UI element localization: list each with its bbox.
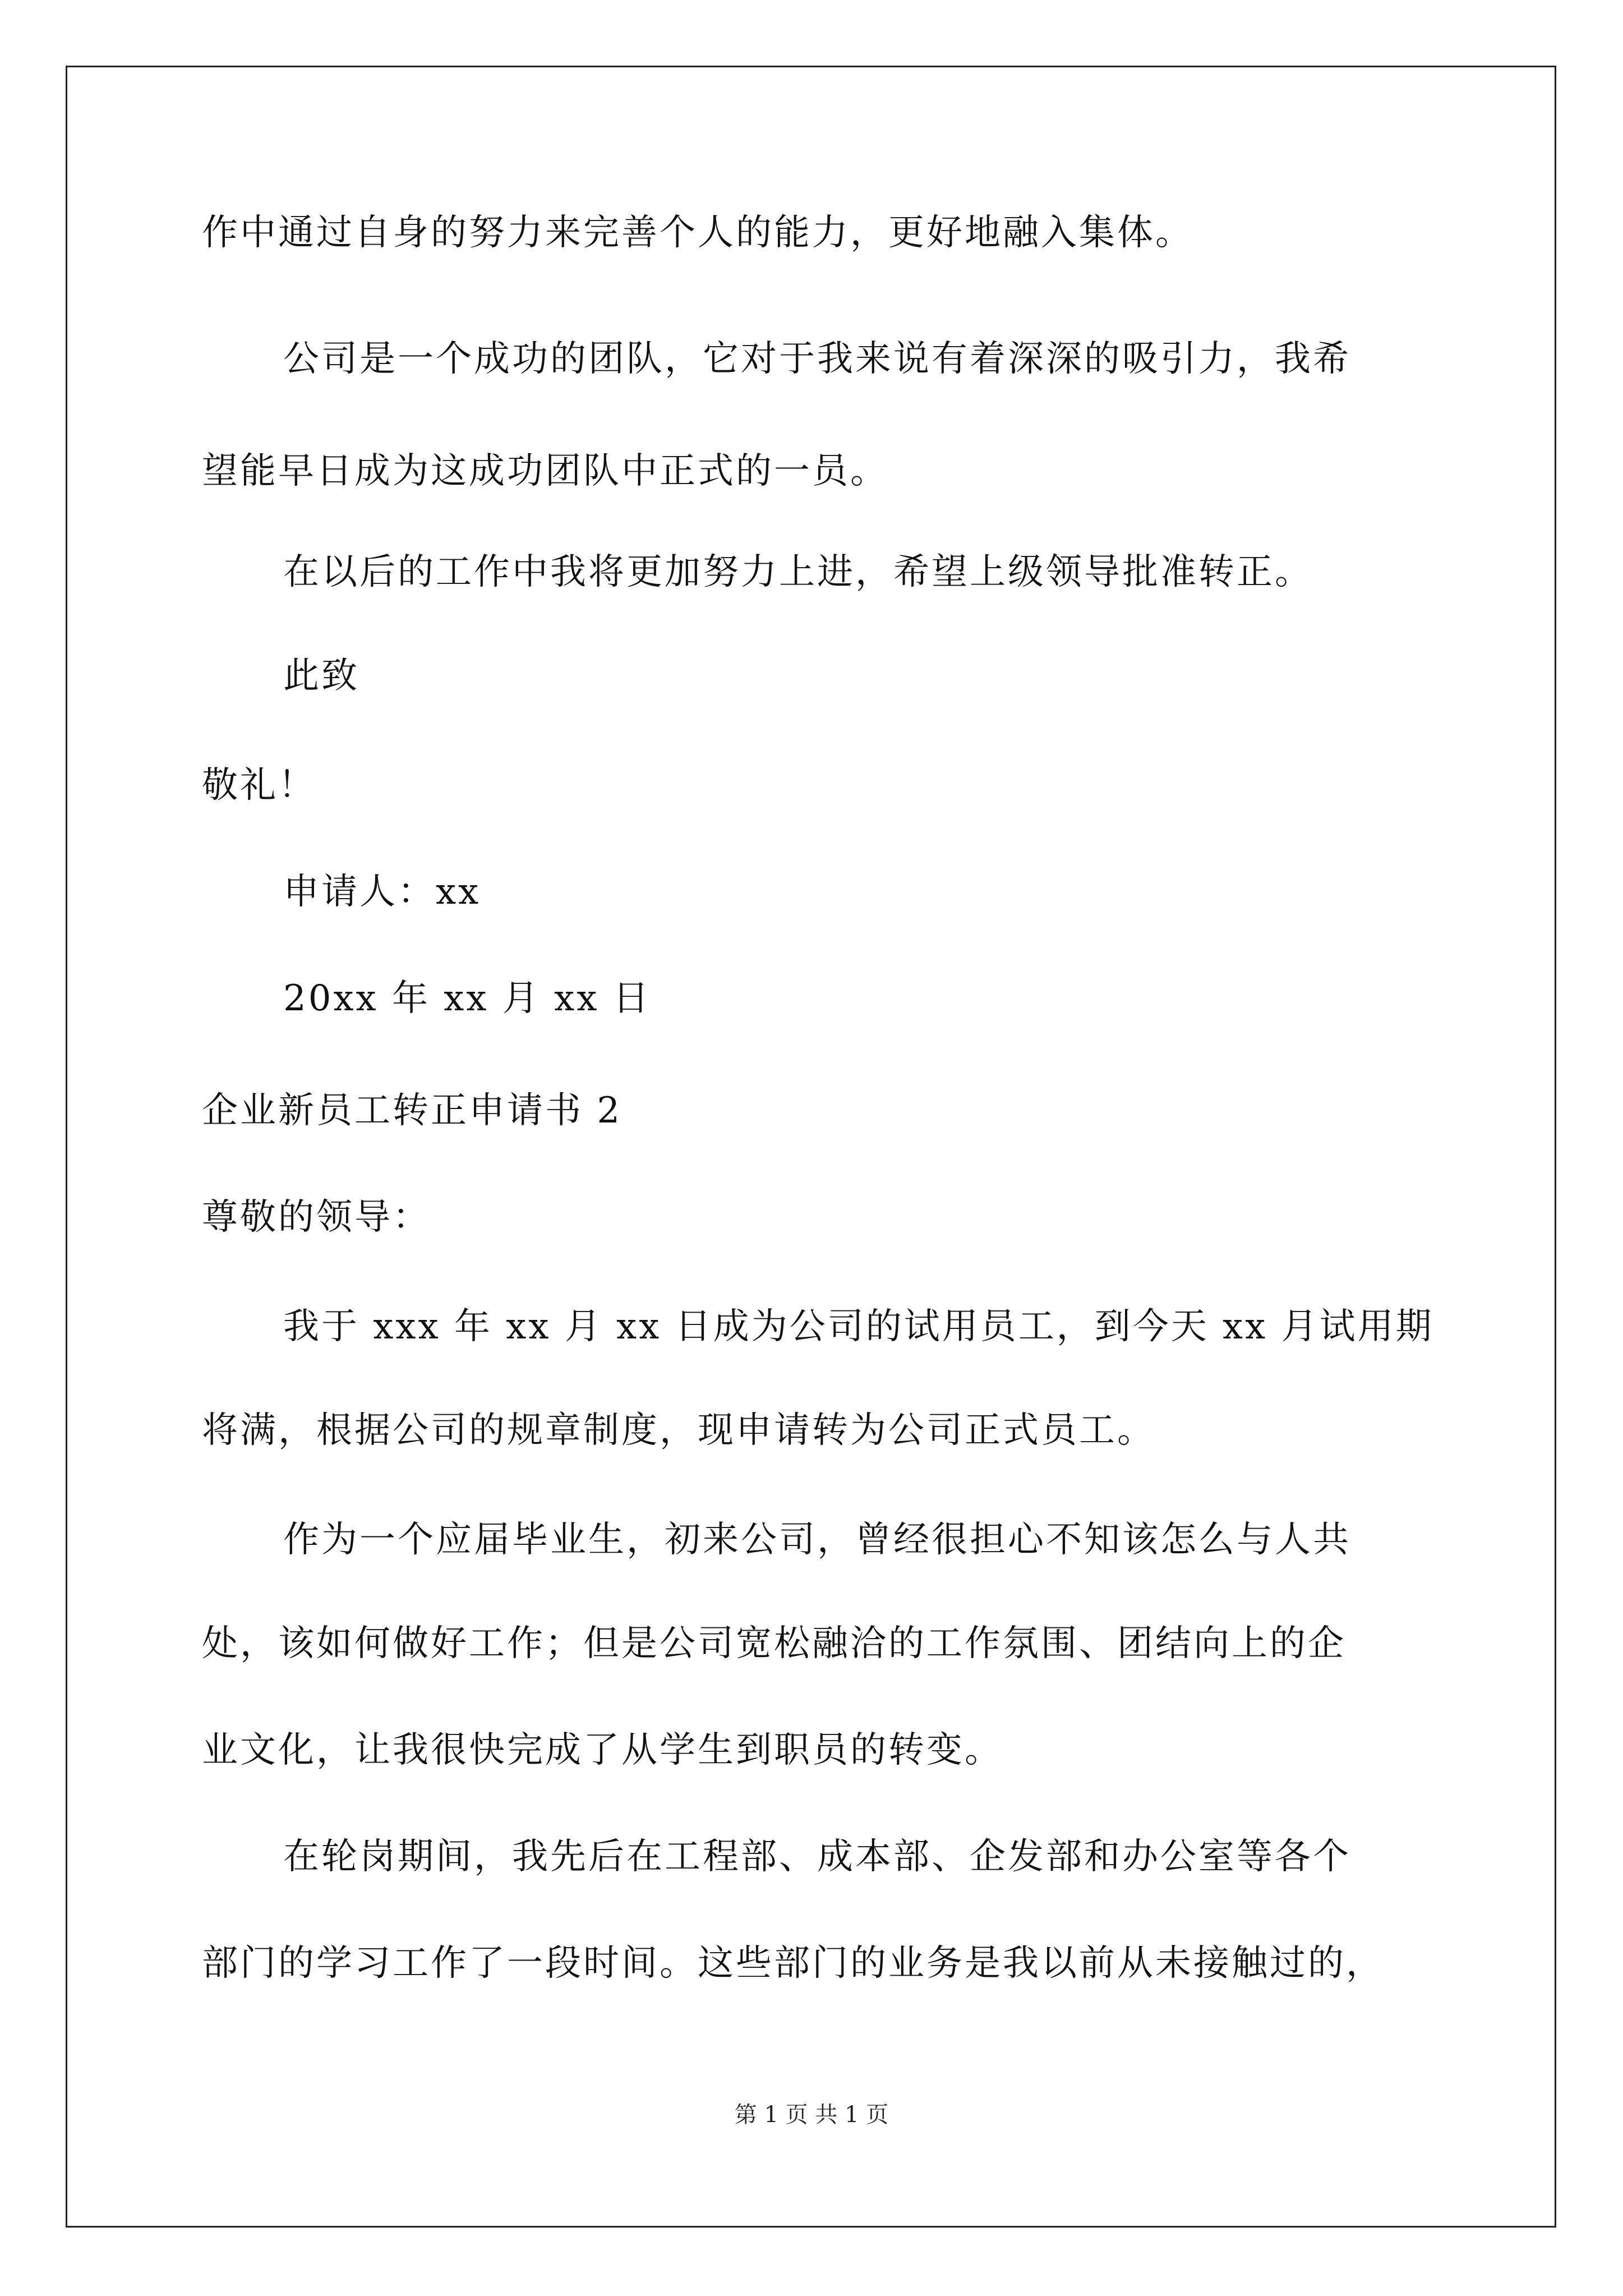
page-footer: 第 1 页 共 1 页 <box>734 2102 889 2128</box>
paragraph-line: 公司是一个成功的团队，它对于我来说有着深深的吸引力，我希 <box>283 338 1351 380</box>
paragraph-line: 处，该如何做好工作；但是公司宽松融洽的工作氛围、团结向上的企 <box>202 1623 1346 1664</box>
paragraph-line: 业文化，让我很快完成了从学生到职员的转变。 <box>202 1729 1003 1771</box>
greeting-line: 尊敬的领导： <box>202 1197 431 1238</box>
page-border <box>66 66 1556 2228</box>
section-title: 企业新员工转正申请书 2 <box>202 1090 623 1131</box>
applicant-line: 申请人：xx <box>283 871 481 913</box>
paragraph-line: 将满，根据公司的规章制度，现申请转为公司正式员工。 <box>202 1410 1155 1451</box>
paragraph-line: 作为一个应届毕业生，初来公司，曾经很担心不知该怎么与人共 <box>283 1519 1351 1561</box>
paragraph-line: 作中通过自身的努力来完善个人的能力，更好地融入集体。 <box>202 212 1193 254</box>
paragraph-line: 在轮岗期间，我先后在工程部、成本部、企发部和办公室等各个 <box>283 1836 1351 1878</box>
date-line: 20xx 年 xx 月 xx 日 <box>283 978 651 1019</box>
paragraph-line: 在以后的工作中我将更加努力上进，希望上级领导批准转正。 <box>283 551 1313 593</box>
salutation-line: 敬礼！ <box>202 765 316 806</box>
paragraph-line: 我于 xxx 年 xx 月 xx 日成为公司的试用员工，到今天 xx 月试用期 <box>283 1306 1434 1347</box>
paragraph-line: 望能早日成为这成功团队中正式的一员。 <box>202 450 888 492</box>
closing-line: 此致 <box>283 655 359 697</box>
paragraph-line: 部门的学习工作了一段时间。这些部门的业务是我以前从未接触过的， <box>202 1943 1384 1984</box>
